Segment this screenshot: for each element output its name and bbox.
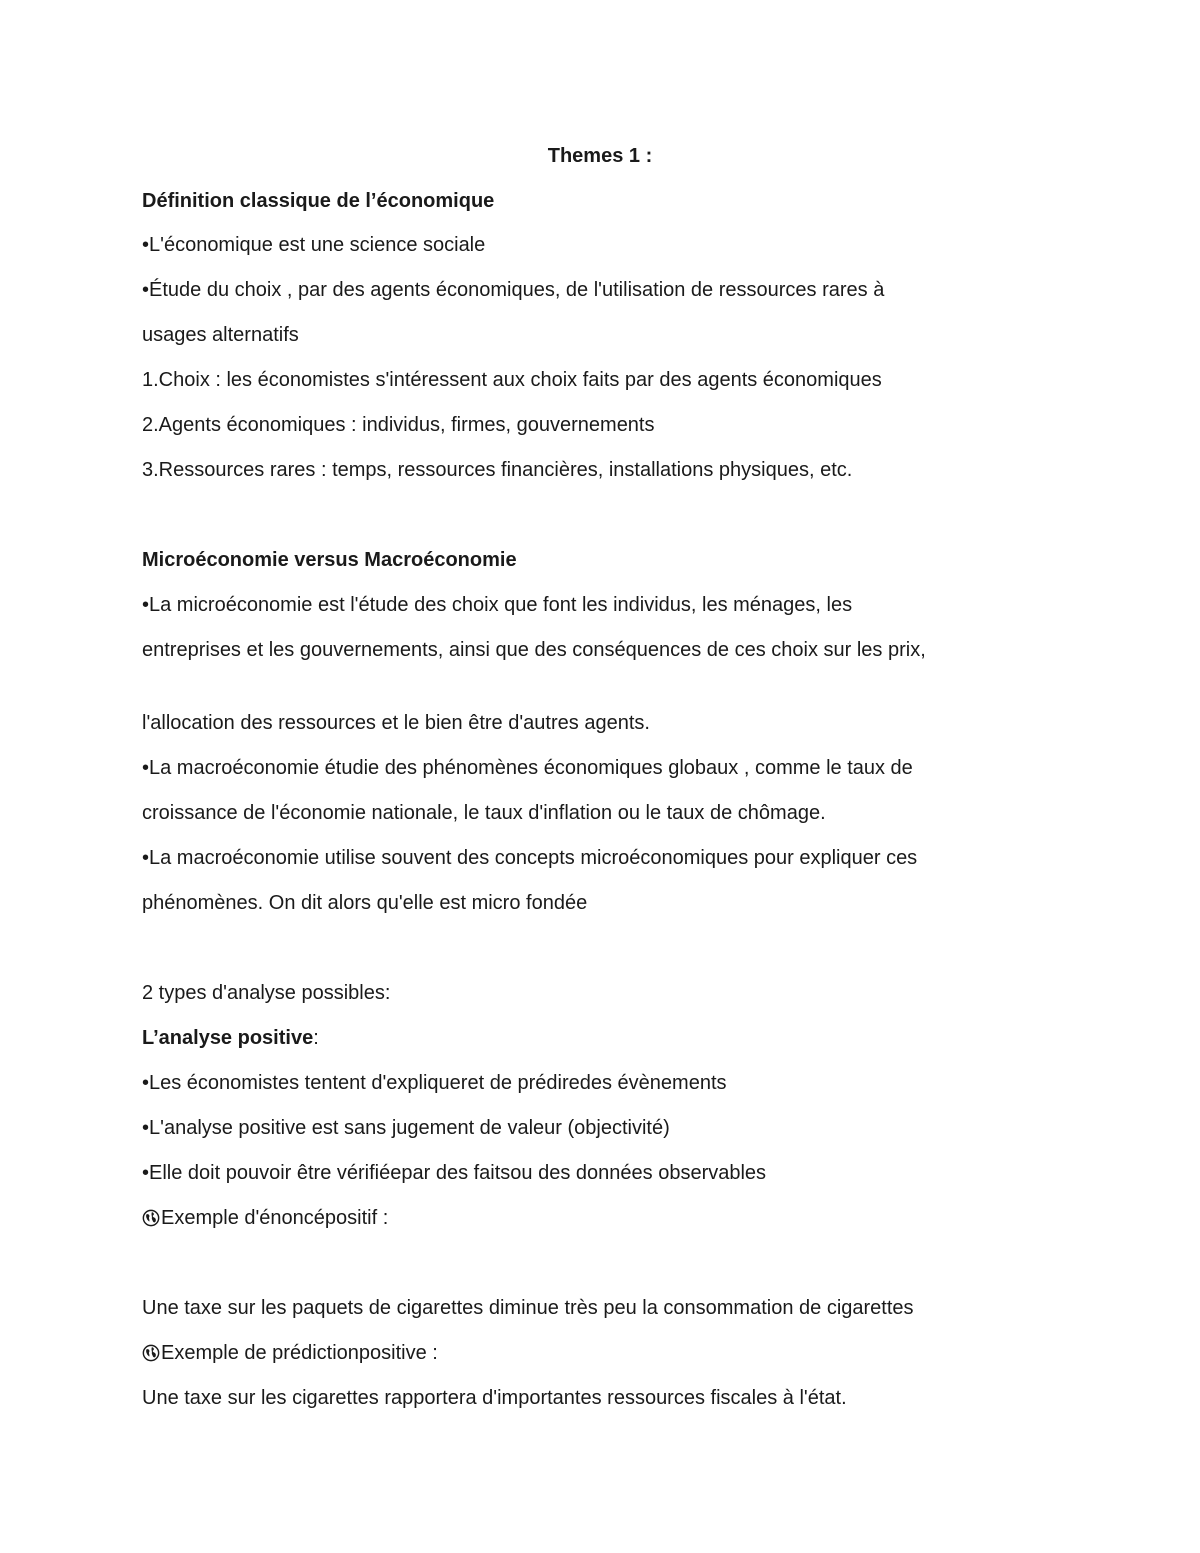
- paragraph-line: 2 types d'analyse possibles:: [142, 982, 391, 1004]
- example-label: [142, 1340, 1072, 1366]
- paragraph-line: •La macroéconomie utilise souvent des concepts microéconomiques pour expliquer ces: [142, 847, 918, 869]
- section-heading-micro-macro: Microéconomie versus Macroéconomie: [142, 549, 517, 571]
- paragraph-line: •L'économique est une science sociale: [142, 234, 486, 256]
- page-title: Themes 1 :: [547, 145, 653, 167]
- numbered-item: 1.Choix : les économistes s'intéressent aux choix faits par des agents économiques: [142, 369, 882, 391]
- paragraph-line: phénomènes. On dit alors qu'elle est micro fondée: [142, 892, 588, 914]
- example-label-text: Exemple d'énoncépositif :: [161, 1207, 389, 1229]
- numbered-item: 3.Ressources rares : temps, ressources financières, installations physiques, etc.: [142, 459, 853, 481]
- section-heading-definition: Définition classique de l’économique: [142, 190, 495, 212]
- paragraph-line: •Étude du choix , par des agents économiques, de l'utilisation de ressources rares à: [142, 279, 885, 301]
- paragraph-line: Une taxe sur les paquets de cigarettes diminue très peu la consommation de cigarettes: [142, 1297, 914, 1319]
- example-label: [142, 1205, 1072, 1231]
- paragraph-line: •La microéconomie est l'étude des choix que font les individus, les ménages, les: [142, 594, 853, 616]
- paragraph-line: •L'analyse positive est sans jugement de valeur (objectivité): [142, 1117, 670, 1139]
- paragraph-line: •Les économistes tentent d'expliqueret de prédiredes évènements: [142, 1072, 727, 1094]
- paragraph-line: Une taxe sur les cigarettes rapportera d'importantes ressources fiscales à l'état.: [142, 1387, 847, 1409]
- paragraph-line: •La macroéconomie étudie des phénomènes économiques globaux , comme le taux de: [142, 757, 913, 779]
- section-heading-positive-analysis: [142, 1025, 1072, 1051]
- paragraph-line: l'allocation des ressources et le bien être d'autres agents.: [142, 712, 650, 734]
- paragraph-line: •Elle doit pouvoir être vérifiéepar des faitsou des données observables: [142, 1162, 767, 1184]
- heading-text: L’analyse positive: [142, 1027, 314, 1049]
- paragraph-line: croissance de l'économie nationale, le taux d'inflation ou le taux de chômage.: [142, 802, 826, 824]
- paragraph-line: usages alternatifs: [142, 324, 299, 346]
- globe-icon: [142, 1209, 160, 1227]
- example-label-text: Exemple de prédictionpositive :: [161, 1342, 438, 1364]
- paragraph-line: entreprises et les gouvernements, ainsi que des conséquences de ces choix sur les prix,: [142, 639, 926, 661]
- numbered-item: 2.Agents économiques : individus, firmes, gouvernements: [142, 414, 655, 436]
- heading-suffix: :: [313, 1027, 319, 1049]
- globe-icon: [142, 1344, 160, 1362]
